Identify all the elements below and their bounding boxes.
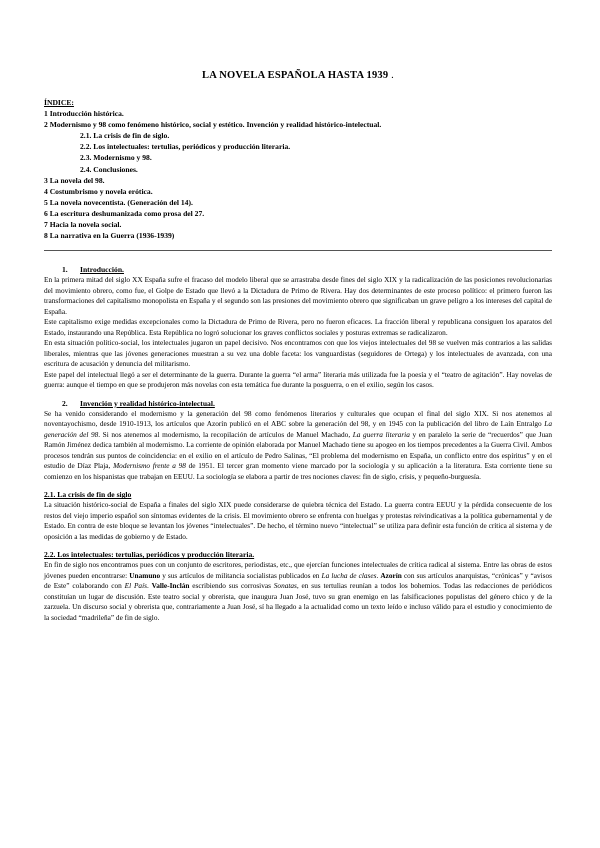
publication-title: Sonatas (273, 581, 297, 591)
document-page (44, 70, 552, 623)
index-subitem: 2.1. La crisis de fin de siglo. (80, 131, 170, 141)
title-suffix: . (391, 70, 394, 81)
publication-title: La lucha de clases (321, 570, 377, 580)
subsection-heading-2-2 (44, 550, 552, 560)
text-run: Se ha venido considerando el modernismo y la generación del 98 como fenómenos literarios y culturales que ocupan el final del siglo XIX. Si nos atenemos al noventayochismo, desde 1910-1913, los artículos que Azorín publicó en el ABC sobre la generación del 98, y en 1945 con la publicación del libro de Laín Entralgo (44, 408, 552, 429)
index-heading: ÍNDICE: (44, 98, 74, 107)
index-item: 5 La novela novecentista. (Generación del 14). (44, 197, 193, 207)
paragraph: Este capitalismo exige medidas excepcionales como la Dictadura de Primo de Rivera, pero no fueron eficaces. La fracción liberal y republicana consiguen los aparatos del Estado, instaurando una República. Esta República no logró solucionar los graves conflictos sociales y posturas extremas se radicalizaron. (44, 317, 552, 337)
document-title (44, 70, 552, 81)
text-run: escribiendo sus corrosivas (189, 581, 274, 591)
text-run: con sus artículos anarquistas, “crónicas” y “avisos de Este” colaborando con (44, 570, 553, 591)
index-item: 6 La escritura deshumanizada como prosa del 27. (44, 208, 205, 218)
paragraph (44, 560, 552, 623)
index-item: 4 Costumbrismo y novela erótica. (44, 186, 153, 196)
text-run: y en paralelo la serie de “recuerdos” que Juan Ramón Jiménez dedica también al modernismo. La corriente de opinión elaborada por Manuel Machado tiene su apogeo en los tiempos precedentes a la Guerra Civil. Ambos procesos tendrán sus puntos de coincidencia: en el exilio en el artículo de Pedro Salinas, “El problema del modernismo en España, un conflicto entre dos espíritus” y en el estudio de Díaz Plaja, (44, 429, 552, 471)
index-subitem: 2.2. Los intelectuales: tertulias, periódicos y producción literaria. (80, 142, 291, 152)
divider (44, 250, 552, 251)
index-item: 3 La novela del 98. (44, 175, 105, 185)
index-subitem: 2.4. Conclusiones. (80, 164, 138, 174)
publication-title: El País (124, 581, 147, 591)
text-run: . (146, 581, 152, 591)
section-heading-1 (44, 265, 552, 275)
index-subitem: 2.3. Modernismo y 98. (80, 153, 152, 163)
section-heading-2 (44, 399, 552, 409)
paragraph: Este papel del intelectual llegó a ser el determinante de la guerra. Durante la guerra “el arma” literaria más utilizada fue la poesía y el “teatro de agitación”. Hay novelas de guerra: aunque el tiempo en que se produjeron más novelas con esta temática fue durante la posguerra, o en el exilio, según los casos. (44, 369, 552, 390)
subsection-heading-2-1 (44, 490, 552, 500)
author-name: Valle-Inclán (151, 581, 190, 591)
author-name: Azorín (380, 570, 402, 580)
index (44, 97, 552, 241)
book-title: Modernismo frente a 98 (113, 461, 186, 471)
paragraph (44, 409, 552, 483)
paragraph: En la primera mitad del siglo XX España sufre el fracaso del modelo liberal que se arrastraba desde fines del siglo XIX y la radicalización de las posiciones revolucionarias del movimiento obrero, como fue, el Golpe de Estado que llevó a la Dictadura de Primo de Rivera. Hay dos determinantes de este proceso político: el primero fueron las transformaciones del capitalismo monopolista en España y el segundo son las presiones del movimiento obrero que significaban un grave peligro a los intereses del capital de España. (44, 275, 552, 316)
paragraph: La situación histórico-social de España a finales del siglo XIX puede considerarse de quiebra técnica del Estado. La guerra contra EEUU y la pérdida consecuente de los restos del viejo imperio español son síntomas evidentes de la crisis. El movimiento obrero se enfrenta con huelgas y protestas reivindicativas a la política gubernamental y de Estado. En contra de este bloque se levantan los jóvenes “intelectuales”. De hecho, el término nuevo “intelectual” se utiliza para definir esta función de crítica al sistema y de oposición a las medidas de gobierno y de Estado. (44, 500, 552, 541)
text-run: . Si nos atenemos al modernismo, la recopilación de artículos de Manuel Machado, (98, 429, 353, 439)
title-text: LA NOVELA ESPAÑOLA HASTA 1939 (202, 70, 389, 81)
index-item: 2 Modernismo y 98 como fenómeno histórico, social y estético. Invención y realidad histórico-intelectual. (44, 120, 382, 130)
text-run: , en sus tertulias reunían a todos los bohemios. Todas las redacciones de periódicos constituían un lugar de discusión. Este teatro social y obrerista, que inaugura Juan José, tuvo su gran enemigo en las falsificaciones populistas del género chico y de la zarzuela. Un discurso social y obrerista que, contrariamente a Juan José, sí ha llegado a la actualidad como un texto leído e incluso válido para el estudio y conocimiento de la sociedad “madrileña” de fin de siglo. (44, 581, 552, 622)
section-title: Introducción. (80, 265, 124, 275)
subsection-title: 2.2. Los intelectuales: tertulias, periódicos y producción literaria. (44, 550, 255, 560)
paragraph: En esta situación político-social, los intelectuales jugaron un papel decisivo. Nos encontramos con que los viejos intelectuales del 98 se vuelven más contrarios a las salidas liberales, mientras que las jóvenes generaciones muestran a su vez una doble faceta: los vanguardistas (seguidores de Ortega) y los intelectuales de avanzada, con una escritura de acusación y denuncia del militarismo. (44, 338, 552, 369)
book-title: La guerra literaria (352, 429, 410, 439)
subsection-title: 2.1. La crisis de fin de siglo (44, 490, 132, 500)
book-title: La generación del 98 (44, 419, 552, 439)
text-run: y sus artículos de militancia socialistas publicados en (160, 570, 322, 580)
section-number: 2. (62, 398, 68, 408)
text-run: de 1951. El tercer gran momento viene marcado por la sociología y su aplicación a la literatura. Esta corriente tiene su comienzo en los hispanistas que trabajan en EEUU. La sociología se elabora a partir de tres nociones claves: fin de siglo, crisis, y pequeño-burguesía. (44, 461, 553, 481)
index-item: 8 La narrativa en la Guerra (1936-1939) (44, 231, 175, 241)
section-title: Invención y realidad histórico-intelectual. (80, 398, 215, 408)
author-name: Unamuno (129, 570, 161, 580)
index-item: 1 Introducción histórica. (44, 109, 124, 119)
text-run: En fin de siglo nos encontramos pues con un conjunto de escritores, periodistas, etc., que ejercían funciones intelectuales de crítica radical al sistema. Entre las obras de estos jóvenes pueden encontrarse: (44, 560, 552, 580)
index-item: 7 Hacia la novela social. (44, 220, 122, 230)
section-number: 1. (62, 265, 68, 275)
text-run: . (376, 570, 381, 580)
